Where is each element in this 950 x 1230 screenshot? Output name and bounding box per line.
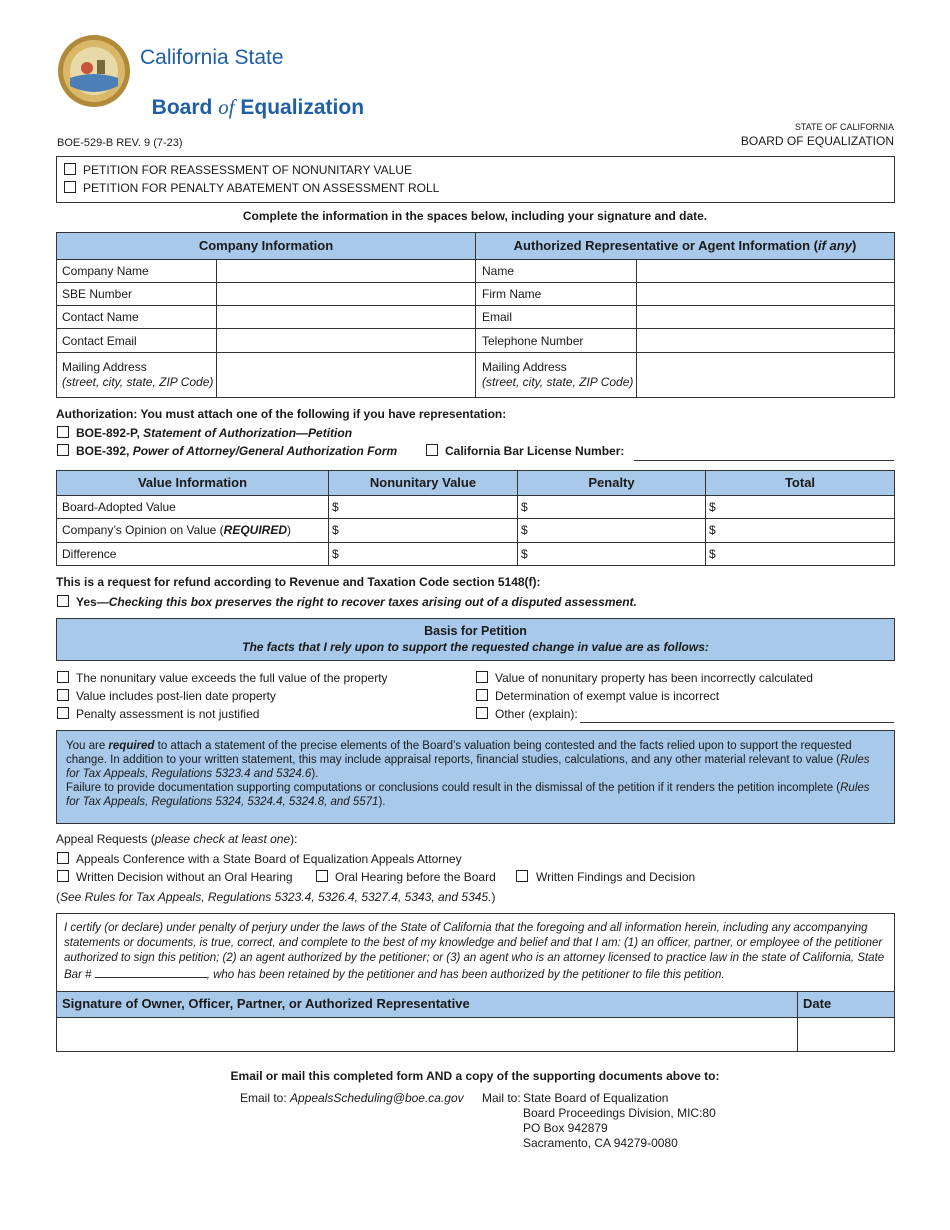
basis-postlien-checkbox[interactable]	[57, 689, 69, 701]
value-info-header: Value Information	[137, 475, 248, 490]
agency-name-line2: Board of Equalization	[151, 95, 365, 119]
currency-symbol[interactable]: $	[521, 523, 528, 537]
state-label: STATE OF CALIFORNIA	[794, 122, 894, 132]
boe-392-label: BOE-392, Power of Attorney/General Authorization Form	[76, 444, 398, 458]
agent-name-label: Name	[482, 264, 515, 278]
mail-line: Sacramento, CA 94279-0080	[523, 1136, 678, 1150]
refund-title: This is a request for refund according to Revenue and Taxation Code section 5148(f):	[56, 575, 541, 589]
total-header: Total	[784, 475, 816, 490]
petition-penalty-checkbox[interactable]	[64, 181, 76, 193]
agent-name-field[interactable]	[637, 260, 894, 282]
company-opinion-label: Company’s Opinion on Value (REQUIRED)	[62, 523, 291, 537]
currency-symbol[interactable]: $	[521, 547, 528, 561]
company-info-header: Company Information	[198, 238, 334, 253]
signature-header: Signature of Owner, Officer, Partner, or Authorized Representative	[62, 996, 470, 1011]
telephone-label: Telephone Number	[482, 334, 584, 348]
sbe-number-label: SBE Number	[62, 287, 133, 301]
contact-name-field[interactable]	[217, 306, 475, 328]
difference-label: Difference	[62, 547, 117, 561]
date-field[interactable]	[798, 1018, 894, 1051]
mail-line: Board Proceedings Division, MIC:80	[523, 1106, 716, 1120]
currency-symbol[interactable]: $	[709, 500, 716, 514]
currency-symbol[interactable]: $	[521, 500, 528, 514]
appeal-title: Appeal Requests (please check at least one):	[56, 832, 298, 846]
email-link[interactable]: AppealsScheduling@boe.ca.gov	[290, 1091, 464, 1105]
basis-exceeds-label: The nonunitary value exceeds the full value of the property	[76, 671, 388, 685]
appeal-note: (See Rules for Tax Appeals, Regulations 5323.4, 5326.4, 5327.4, 5343, and 5345.)	[56, 890, 496, 904]
written-decision-label: Written Decision without an Oral Hearing	[76, 870, 293, 884]
company-address-label: Mailing Address	[62, 360, 147, 374]
contact-email-label: Contact Email	[62, 334, 137, 348]
mail-to-label: Mail to:	[482, 1091, 521, 1105]
basis-incorrect-calc-checkbox[interactable]	[476, 671, 488, 683]
currency-symbol[interactable]: $	[332, 547, 339, 561]
notice-box	[56, 730, 895, 824]
bar-license-label: California Bar License Number:	[445, 444, 625, 458]
basis-penalty-checkbox[interactable]	[57, 707, 69, 719]
nonunitary-value-header: Nonunitary Value	[369, 475, 477, 490]
basis-subtitle: The facts that I rely upon to support the requested change in value are as follows:	[242, 640, 709, 654]
oral-hearing-checkbox[interactable]	[316, 870, 328, 882]
basis-exempt-checkbox[interactable]	[476, 689, 488, 701]
agent-email-label: Email	[482, 310, 513, 324]
certification-text: I certify (or declare) under penalty of perjury under the laws of the State of California that the foregoing and all information herein, including any accompanying statements or documents, is true, correct, and complete to the best of my knowledge and belief and that I am: (1) an officer, partner, or employee of the petitioner authorized to sign this petition; (2) an agent authorized by the petitioner; or (3) an agent who is an attorney licensed to practice law in the state of California, State Bar # , who has been retained by the petitioner and has been authorized by the petitioner to file this petition.	[64, 922, 885, 981]
basis-exceeds-checkbox[interactable]	[57, 671, 69, 683]
authorization-title: Authorization: You must attach one of the following if you have representation:	[56, 407, 507, 421]
written-findings-checkbox[interactable]	[516, 870, 528, 882]
bar-license-checkbox[interactable]	[426, 444, 438, 456]
company-name-field[interactable]	[217, 260, 475, 282]
boe-892-label: BOE-892-P, Statement of Authorization—Petition	[76, 426, 353, 440]
instructions: Complete the information in the spaces below, including your signature and date.	[242, 209, 708, 223]
notice-paragraph-2: Failure to provide documentation supporting computations or conclusions could result in the dismissal of the petition if it renders the petition incomplete (Rules for Tax Appeals, Regulations 5324, 5324.4, 5324.8, and 5571).	[66, 782, 870, 808]
mail-line: State Board of Equalization	[523, 1091, 669, 1105]
currency-symbol[interactable]: $	[332, 523, 339, 537]
oral-hearing-label: Oral Hearing before the Board	[335, 870, 496, 884]
petition-penalty-label: PETITION FOR PENALTY ABATEMENT ON ASSESSMENT ROLL	[83, 181, 440, 195]
mail-line: PO Box 942879	[523, 1121, 608, 1135]
boe-seal-logo	[57, 34, 131, 108]
currency-symbol[interactable]: $	[332, 500, 339, 514]
penalty-header: Penalty	[588, 475, 635, 490]
agency-name-line1: California State	[140, 46, 284, 69]
date-header: Date	[803, 996, 832, 1011]
company-address-hint: (street, city, state, ZIP Code)	[62, 375, 214, 389]
contact-email-field[interactable]	[217, 329, 475, 352]
basis-title: Basis for Petition	[424, 624, 527, 638]
agent-info-header: Authorized Representative or Agent Information (if any)	[513, 238, 857, 253]
written-decision-checkbox[interactable]	[57, 870, 69, 882]
boe-892-checkbox[interactable]	[57, 426, 69, 438]
agent-address-field[interactable]	[637, 353, 894, 397]
agent-email-field[interactable]	[637, 306, 894, 328]
footer-title: Email or mail this completed form AND a copy of the supporting documents above to:	[230, 1069, 720, 1083]
appeal-conference-checkbox[interactable]	[57, 852, 69, 864]
email-to: Email to: AppealsScheduling@boe.ca.gov	[240, 1091, 464, 1105]
form-number: BOE-529-B REV. 9 (7-23)	[57, 137, 183, 149]
agent-address-label: Mailing Address	[482, 360, 567, 374]
telephone-field[interactable]	[637, 329, 894, 352]
notice-paragraph-1: You are required to attach a statement of the precise elements of the Board’s valuation being contested and the facts relied upon to support the requested change. In addition to your written statement, this may include appraisal reports, financial studies, calculations, and any other material relevant to value (Rules for Tax Appeals, Regulations 5323.4 and 5324.6).	[66, 740, 870, 780]
company-name-label: Company Name	[62, 264, 149, 278]
basis-exempt-label: Determination of exempt value is incorrect	[495, 689, 720, 703]
petition-reassessment-label: PETITION FOR REASSESSMENT OF NONUNITARY VALUE	[83, 163, 412, 177]
currency-symbol[interactable]: $	[709, 523, 716, 537]
signature-field[interactable]	[57, 1018, 797, 1051]
basis-postlien-label: Value includes post-lien date property	[76, 689, 276, 703]
agent-address-hint: (street, city, state, ZIP Code)	[482, 375, 634, 389]
basis-other-field[interactable]	[580, 722, 894, 723]
boe-392-checkbox[interactable]	[57, 444, 69, 456]
petition-reassessment-checkbox[interactable]	[64, 163, 76, 175]
contact-name-label: Contact Name	[62, 310, 139, 324]
currency-symbol[interactable]: $	[709, 547, 716, 561]
board-label: BOARD OF EQUALIZATION	[740, 134, 894, 148]
firm-name-field[interactable]	[637, 283, 894, 305]
basis-other-label: Other (explain):	[495, 707, 578, 721]
written-findings-label: Written Findings and Decision	[536, 870, 696, 884]
appeal-conference-label: Appeals Conference with a State Board of Equalization Appeals Attorney	[76, 852, 462, 866]
state-bar-number-field[interactable]	[95, 966, 207, 978]
basis-penalty-label: Penalty assessment is not justified	[76, 707, 260, 721]
firm-name-label: Firm Name	[482, 287, 542, 301]
company-address-field[interactable]	[217, 353, 475, 397]
basis-other-checkbox[interactable]	[476, 707, 488, 719]
refund-yes-label: Yes—Checking this box preserves the right to recover taxes arising out of a disputed assessment.	[76, 595, 637, 609]
sbe-number-field[interactable]	[217, 283, 475, 305]
bar-license-field[interactable]	[634, 460, 894, 461]
refund-yes-checkbox[interactable]	[57, 595, 69, 607]
basis-incorrect-calc-label: Value of nonunitary property has been incorrectly calculated	[495, 671, 813, 685]
board-adopted-label: Board-Adopted Value	[62, 500, 176, 514]
